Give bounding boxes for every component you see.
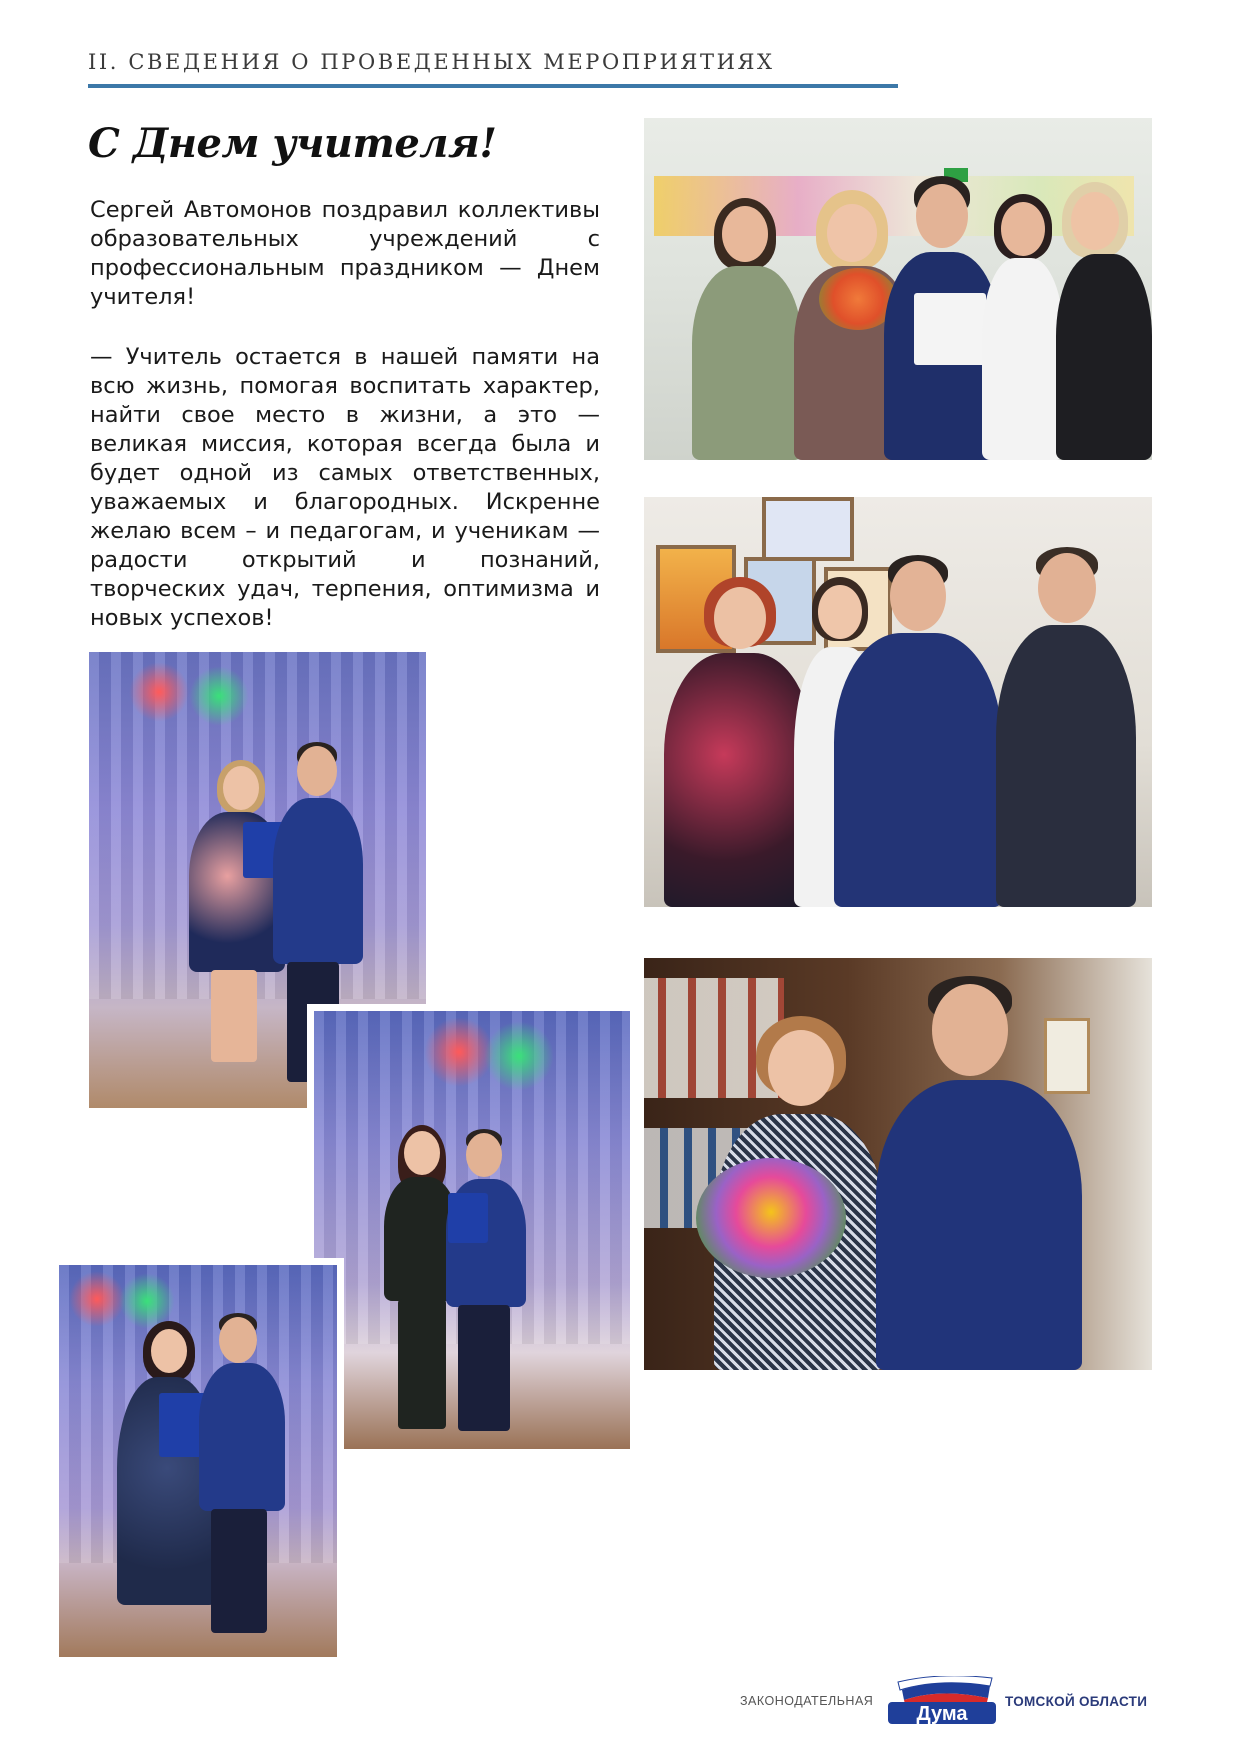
logo-text: Дума bbox=[916, 1703, 968, 1725]
duma-logo-icon bbox=[880, 1676, 1000, 1726]
footer-region-text: ТОМСКОЙ ОБЛАСТИ bbox=[1005, 1694, 1148, 1709]
photo-stage-award-2 bbox=[307, 1004, 637, 1456]
article-intro: Сергей Автомонов поздравил коллективы образовательных учреждений с профессиональным праздником — Днем учителя! bbox=[90, 197, 600, 310]
photo-group-corridor bbox=[644, 497, 1152, 907]
photo-stage-award-3 bbox=[52, 1258, 344, 1664]
photo-group-classroom bbox=[644, 118, 1152, 460]
footer-logo-block bbox=[740, 1670, 1160, 1730]
section-header: II. СВЕДЕНИЯ О ПРОВЕДЕННЫХ МЕРОПРИЯТИЯХ bbox=[88, 50, 775, 74]
header-divider bbox=[88, 84, 898, 88]
article-quote: — Учитель остается в нашей памяти на всю жизнь, помогая воспитать характер, найти свое место в жизни, а это —великая миссия, которая всегда была и будет одной из самых ответственных, уважаемых и благородных. Искренне желаю всем – и педагогам, и ученикам — радости открытий и познаний, творческих удач, терпения, оптимизма и новых успехов! bbox=[90, 344, 600, 631]
article-title: С Днем учителя! bbox=[88, 120, 497, 167]
photo-office-bouquet bbox=[644, 958, 1152, 1370]
footer-legislative-text: ЗАКОНОДАТЕЛЬНАЯ bbox=[740, 1694, 874, 1708]
